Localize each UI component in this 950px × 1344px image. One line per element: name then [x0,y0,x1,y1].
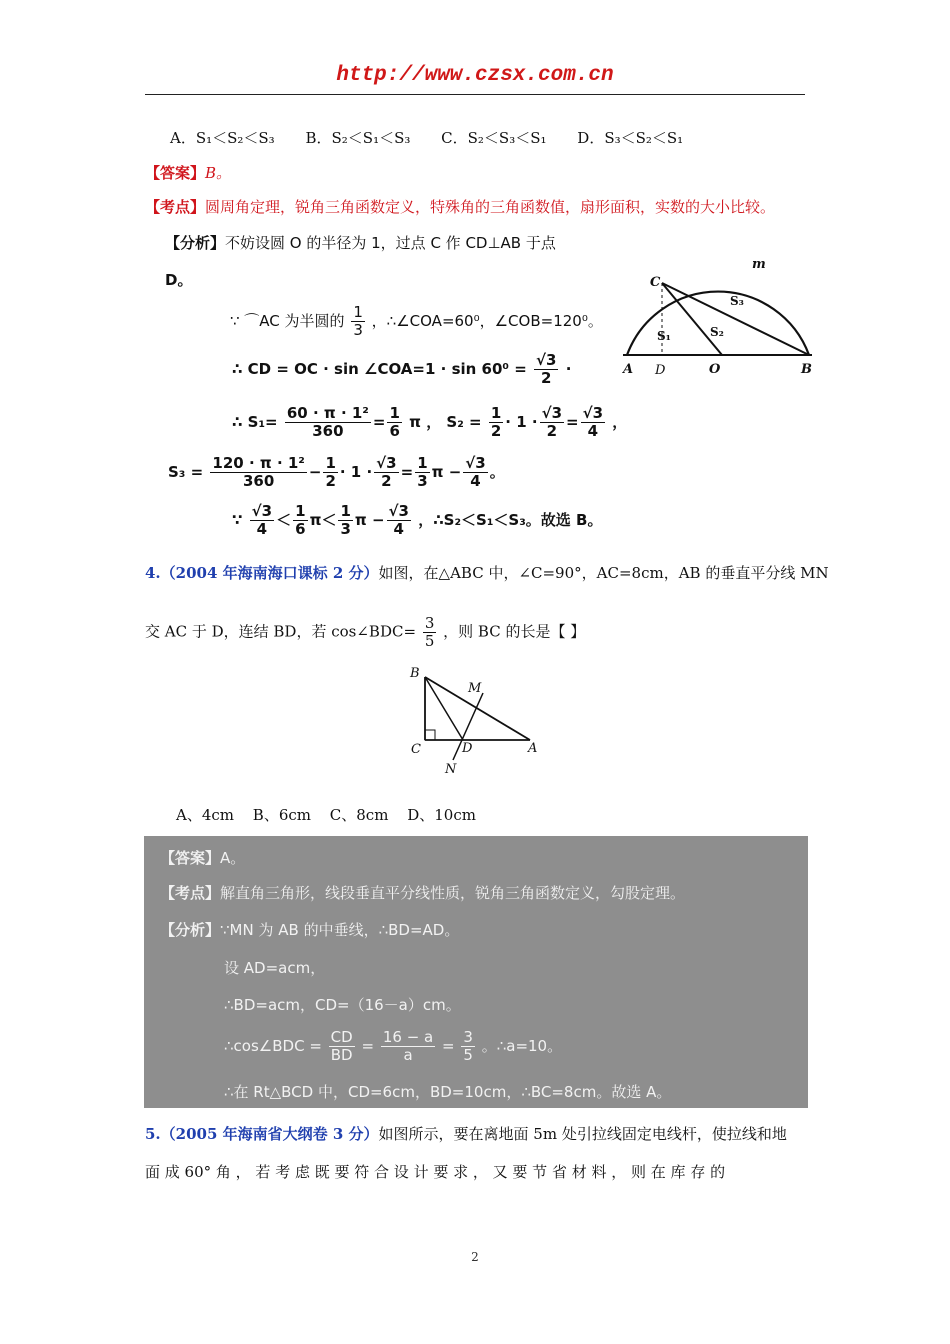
q3-s1-frac2: $\frac{1}{6}$ [389,404,400,440]
segment-bd [425,677,463,740]
fig-label-b: B [801,362,812,377]
q3-option-d: D．S₃＜S₂＜S₁ [577,129,684,147]
q4-frac [423,615,437,650]
fig4-label-a: A [528,741,538,756]
q3-kaodian-tag: 【考点】 [145,198,206,216]
q3-option-a: A．S₁＜S₂＜S₃ [170,129,275,147]
q3-cmp-frac4: $\frac{√3}{4}$ [388,502,409,538]
q4-line2 [145,615,585,650]
q3-step1-b: ，∴∠COA=60⁰，∠COB=120⁰。 [371,312,603,330]
q3-s2-frac3: $\frac{√3}{4}$ [582,404,604,440]
q5-number: 5. [145,1125,161,1143]
q3-step1 [230,304,603,339]
q3-s3-frac1: $\frac{\text{120 · π · 1²}}{360}$ [212,454,305,490]
q3-cmp-frac1: $\frac{√3}{4}$ [251,502,273,538]
q4-option-a: A、4cm [176,806,235,824]
q4-fenxi4-c: = [442,1037,455,1055]
q5-source: （2005 年海南省大纲卷 3 分） [160,1125,379,1143]
q3-step5: ∵ $\frac{√3}{4}$ ＜ $\frac{1}{6}$ π＜ $\frac{1}{3}$ π − $\frac{√3}{4}$ ，∴S₂＜S₁＜S₃。故选 B。 [232,502,603,538]
semicircle-figure [615,250,820,380]
q3-options [170,128,709,148]
triangle-figure [400,660,550,778]
q4-options [176,805,476,825]
q4-fenxi [160,920,459,940]
fig-label-s3: S₃ [730,294,744,308]
q3-cmp-frac2: $\frac{1}{6}$ [295,502,306,538]
q4-fenxi2: 设 AD=acm， [224,959,326,977]
q3-fenxi-tag: 【分析】 [165,234,226,252]
q3-kaodian [145,197,775,217]
q4-option-b: B、6cm [252,806,311,824]
q3-step2-text: ∴ CD = OC · sin ∠COA=1 · sin 60⁰ = [232,360,527,378]
q4-fenxi3: ∴BD=acm，CD=（16－a）cm。 [224,996,461,1014]
q4-frac-num: 3 [424,614,435,632]
fig-label-s2: S₂ [710,325,724,339]
q3-answer [145,163,231,183]
q4-fenxi4 [224,1029,562,1064]
q4-fenxi5: ∴在 Rt△BCD 中，CD=6cm，BD=10cm，∴BC=8cm。故选 A。 [224,1083,672,1101]
q3-cmp-frac3: $\frac{1}{3}$ [340,502,351,538]
semicircle-arc [627,292,809,355]
q3-answer-value: B。 [205,164,232,182]
q4-text2-b: ，则 BC 的长是【 】 [443,622,586,641]
q3-s2-frac2: $\frac{√3}{2}$ [541,404,563,440]
fig-label-m: m [752,257,766,272]
q3-s1-frac: $\frac{\text{60 · π · 1²}}{360}$ [286,404,369,440]
q3-step5-b: ，∴S₂＜S₁＜S₃。故选 B。 [418,511,603,529]
q3-answer-tag: 【答案】 [145,164,206,182]
q3-step4-text: S₃ = [168,463,204,481]
q4-cos-frac3: $\frac{3}{5}$ [463,1028,473,1064]
q3-s2-frac1: $\frac{1}{2}$ [490,404,502,440]
q4-kaodian [160,883,685,903]
fig-label-s1: S₁ [657,329,671,343]
fig-label-a: A [623,362,634,377]
q5-text1: 如图所示，要在离地面 5m 处引拉线固定电线杆，使拉线和地 [378,1125,787,1143]
q4-option-d: D、10cm [407,806,476,824]
q4-fenxi-tag: 【分析】 [160,921,221,939]
segment-co [662,283,722,355]
fig4-label-m: M [468,681,482,696]
q3-option-c: C．S₂＜S₃＜S₁ [441,129,547,147]
q4-source: （2004 年海南海口课标 2 分） [160,564,379,582]
q4-answer-tag: 【答案】 [160,849,221,867]
fig-label-o: O [709,362,721,377]
q3-step3-a: ∴ S₁= [232,413,278,431]
q4-text2-a: 交 AC 于 D，连结 BD，若 cos∠BDC= [145,622,417,641]
q4-cos-frac2: $\frac{16 - a}{a}$ [382,1028,434,1064]
q4-fenxi1: ∵MN 为 AB 的中垂线，∴BD=AD。 [220,921,460,939]
right-angle-mark [425,730,435,740]
q4-fenxi4-b: = [361,1037,375,1055]
q3-kaodian-text: 圆周角定理，锐角三角函数定义，特殊角的三角函数值，扇形面积，实数的大小比较。 [205,198,776,216]
header-url: http://www.czsx.com.cn [336,64,614,87]
q3-fenxi-d: D。 [165,271,193,289]
q5-line1 [145,1124,787,1144]
q4-answer-panel [144,836,808,1108]
q3-fenxi-intro-text: 不妨设圆 O 的半径为 1，过点 C 作 CD⊥AB 于点 [225,234,556,252]
fig4-label-d: D [462,741,473,756]
q4-text1: 如图，在△ABC 中，∠C=90°，AC=8cm，AB 的垂直平分线 MN [378,564,829,582]
q4-answer [160,848,245,868]
q4-fenxi4-d: 。∴a=10。 [481,1037,563,1055]
q3-option-b: B．S₂＜S₁＜S₃ [305,129,411,147]
q4-answer-value: A。 [220,849,246,867]
fig-label-d: D [655,363,666,378]
q3-step3-b: π ， S₂ = [409,413,482,431]
q3-step1-frac: $\frac{1}{3}$ [353,303,363,339]
q3-step5-a: ∵ [232,511,243,529]
page-number: 2 [471,1250,479,1264]
q4-option-c: C、8cm [329,806,389,824]
fig4-label-n: N [445,762,457,777]
q4-frac-den: 5 [424,632,435,650]
q3-s3-frac3: $\frac{√3}{2}$ [376,454,397,490]
fig-label-c: C [650,275,661,290]
q3-step4: S₃ = $\frac{\text{120 · π · 1²}}{360}$ − $\frac{1}{2}$ · 1 · $\frac{√3}{2}$ = $\frac{1}{3}$ π − $\frac{√3}{4}$ 。 [168,454,505,490]
q3-step3: ∴ S₁= $\frac{\text{60 · π · 1²}}{360}$ = $\frac{1}{6}$ π ， S₂ = $\frac{1}{2}$ · 1 · $\frac{√3}{2}$ = $\frac{√3}{4}$ ， [232,404,628,440]
q3-step2: ∴ CD = OC · sin ∠COA=1 · sin 60⁰ = $\frac{√3}{2}$ · [232,351,572,387]
q3-s3-frac5: $\frac{√3}{4}$ [465,454,486,490]
fig4-label-c: C [411,742,421,757]
q3-step2-frac: $\frac{√3}{2}$ [536,351,557,387]
q4-cos-frac1: $\frac{CD}{BD}$ [330,1028,353,1064]
q4-number: 4. [145,564,161,582]
header-rule [145,94,805,95]
q4-kaodian-tag: 【考点】 [160,884,221,902]
q5-line2: 面 成 60° 角 ， 若 考 虑 既 要 符 合 设 计 要 求 ， 又 要 节 省 材 料 ， 则 在 库 存 的 [145,1163,726,1181]
q4-line1 [145,563,829,583]
fig4-label-b: B [410,666,420,681]
q4-fenxi4-a: ∴cos∠BDC = [224,1037,322,1055]
q4-kaodian-text: 解直角三角形，线段垂直平分线性质，锐角三角函数定义，勾股定理。 [220,884,686,902]
q3-fenxi-intro [165,233,556,253]
q3-s3-frac2: $\frac{1}{2}$ [325,454,336,490]
q3-s3-frac4: $\frac{1}{3}$ [417,454,428,490]
q3-step1-a: ∵ ⌒AC 为半圆的 [230,312,345,330]
